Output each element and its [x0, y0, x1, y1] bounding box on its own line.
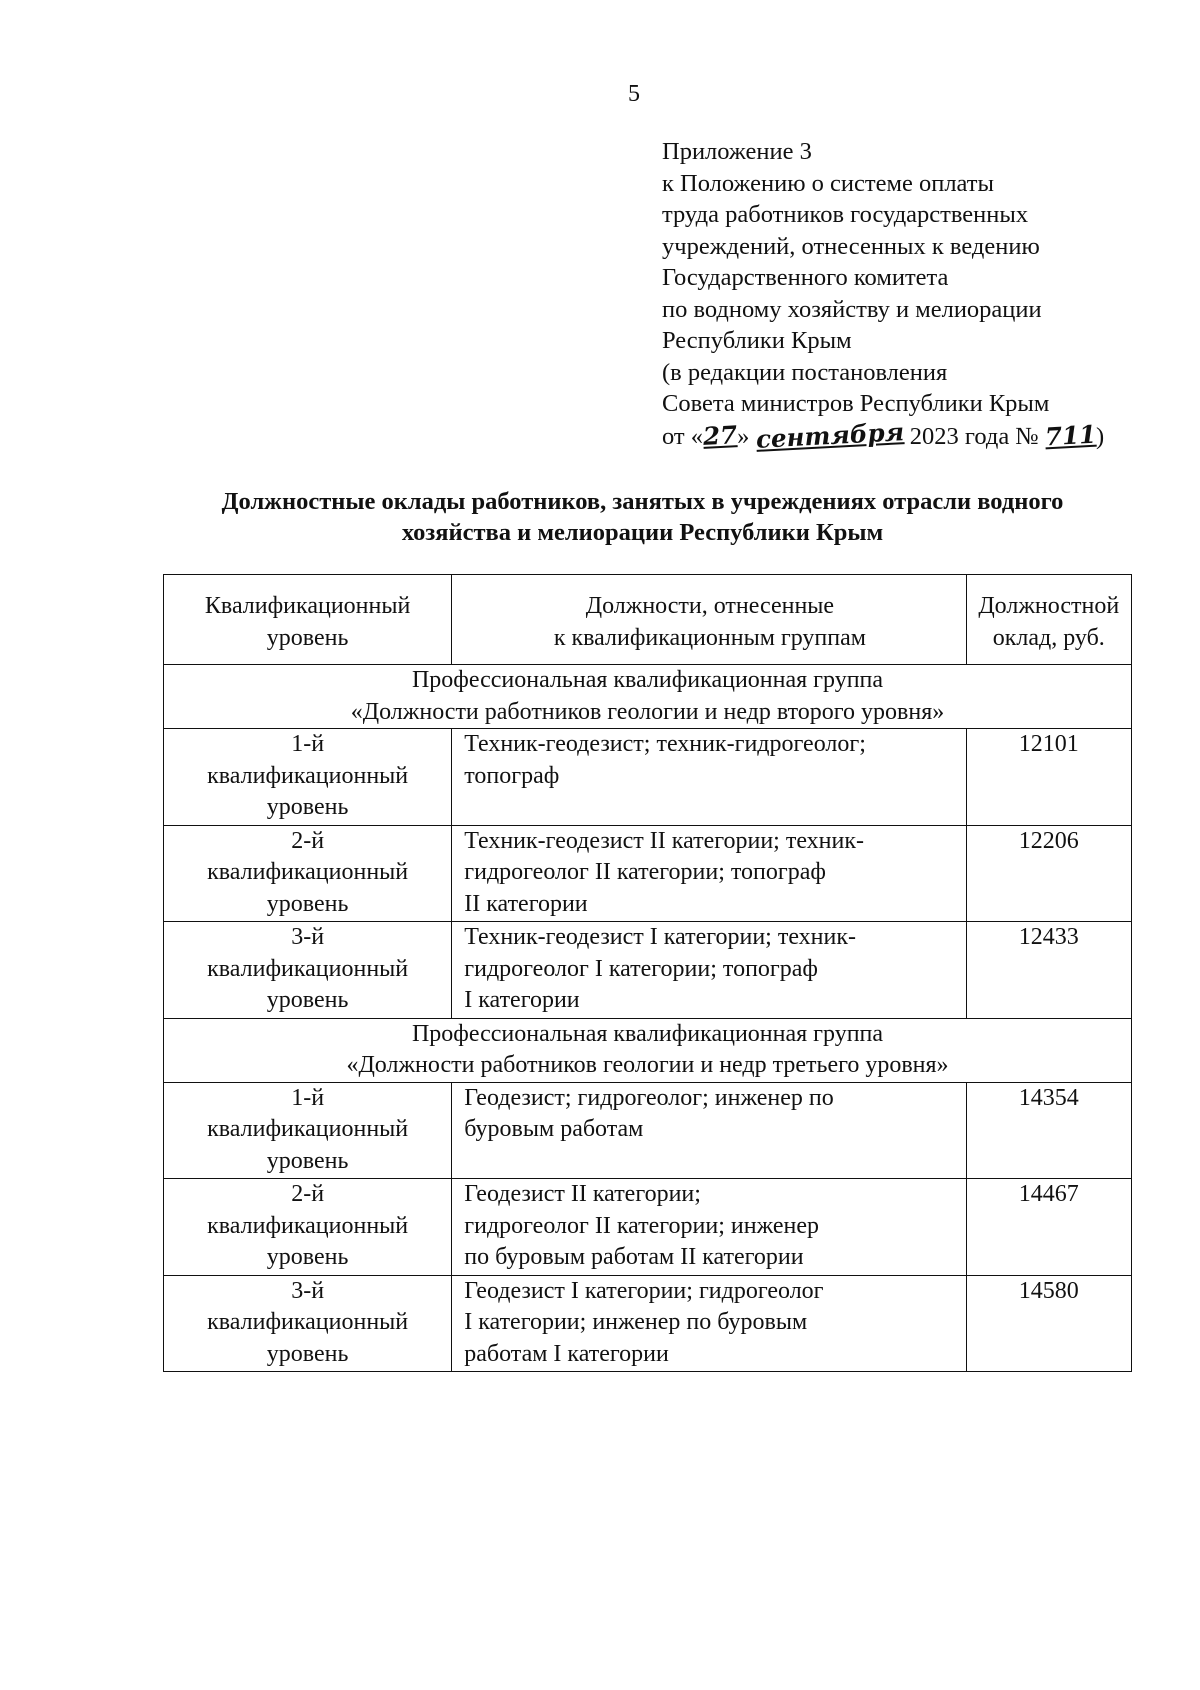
appendix-line: Совета министров Республики Крым [662, 390, 1050, 417]
positions-text: Геодезист II категории; [464, 1181, 701, 1207]
group-title-line: Профессиональная квалификационная группа [411, 1020, 884, 1047]
level-text: 3-й [291, 1277, 325, 1304]
level-cell [164, 1082, 452, 1179]
positions-cell [452, 1179, 966, 1276]
positions-text: Геодезист I категории; гидрогеолог [464, 1277, 824, 1304]
positions-cell [452, 729, 966, 826]
level-text: 3-й [291, 924, 325, 950]
header-level [164, 575, 452, 665]
group-row [164, 1018, 1132, 1082]
positions-text: Техник-геодезист II категории; техник- [464, 827, 864, 854]
positions-text: Геодезист; гидрогеолог; инженер по [464, 1084, 834, 1111]
table-row [164, 1082, 1132, 1179]
page-number: 5 [628, 81, 640, 107]
header-positions [452, 575, 966, 665]
positions-text: гидрогеолог I категории; топограф [464, 955, 818, 982]
appendix-line: к Положению о системе оплаты [662, 169, 994, 197]
level-text: уровень [266, 794, 349, 820]
appendix-line: Приложение 3 [662, 138, 812, 165]
level-text: квалификационный [207, 1212, 409, 1239]
group-row [164, 665, 1132, 729]
date-suffix: ) [1095, 422, 1105, 450]
salary-cell: 14354 [966, 1082, 1131, 1179]
positions-text: Техник-геодезист I категории; техник- [464, 924, 857, 950]
level-text: уровень [266, 1147, 349, 1174]
header-text: уровень [266, 624, 349, 651]
salary-cell: 12206 [966, 825, 1131, 922]
header-text: Должностной [978, 593, 1120, 619]
positions-text: гидрогеолог II категории; инженер [464, 1212, 819, 1239]
level-text: квалификационный [207, 859, 409, 885]
level-text: уровень [266, 890, 349, 917]
level-text: 1-й [291, 731, 325, 757]
level-text: уровень [266, 987, 349, 1013]
level-text: квалификационный [207, 762, 409, 789]
date-mid: » [737, 422, 756, 450]
level-text: квалификационный [207, 955, 409, 982]
level-text: 1-й [291, 1084, 325, 1111]
positions-text: гидрогеолог II категории; топограф [464, 859, 826, 885]
header-text: Должности, отнесенные [585, 593, 835, 619]
positions-cell [452, 825, 966, 922]
salary-table [163, 574, 1132, 1372]
positions-text: Техник-геодезист; техник-гидрогеолог; [464, 731, 866, 757]
header-salary [966, 575, 1131, 665]
positions-cell [452, 922, 966, 1019]
positions-text: I категории; инженер по буровым [464, 1309, 808, 1335]
group-title [164, 1018, 1132, 1082]
table-row [164, 729, 1132, 826]
appendix-line: учреждений, отнесенных к ведению [662, 232, 1040, 260]
appendix-line: Республики Крым [662, 327, 852, 354]
level-text: уровень [266, 1340, 349, 1367]
table-row [164, 1275, 1132, 1372]
positions-text: II категории [464, 890, 588, 917]
heading-line: Должностные оклады работников, занятых в учреждениях отрасли водного [221, 488, 1064, 515]
table-row [164, 1179, 1132, 1276]
date-year: 2023 года № [903, 422, 1045, 450]
appendix-block [662, 136, 1104, 452]
level-text: квалификационный [207, 1309, 409, 1335]
heading-line: хозяйства и мелиорации Республики Крым [401, 519, 884, 546]
salary-cell: 14467 [966, 1179, 1131, 1276]
table-header-row [164, 575, 1132, 665]
appendix-line: (в редакции постановления [662, 358, 948, 386]
group-title-line: «Должности работников геологии и недр третьего уровня» [346, 1052, 949, 1078]
salary-cell: 14580 [966, 1275, 1131, 1372]
salary-cell: 12433 [966, 922, 1131, 1019]
date-prefix: от « [662, 422, 704, 450]
positions-cell [452, 1082, 966, 1179]
group-title-line: Профессиональная квалификационная группа [411, 667, 884, 693]
positions-cell [452, 1275, 966, 1372]
level-cell [164, 825, 452, 922]
table-row [164, 825, 1132, 922]
positions-text: топограф [464, 762, 560, 789]
appendix-date-line [662, 416, 1105, 454]
level-cell [164, 1179, 452, 1276]
handwritten-number: 711 [1044, 419, 1097, 451]
group-title [164, 665, 1132, 729]
level-text: 2-й [291, 827, 325, 854]
appendix-line: труда работников государственных [662, 201, 1029, 228]
document-heading [150, 486, 1135, 548]
appendix-line: по водному хозяйству и мелиорации [662, 295, 1042, 323]
positions-text: I категории [464, 987, 580, 1013]
level-cell [164, 729, 452, 826]
handwritten-month: сентября [754, 416, 905, 454]
header-text: оклад, руб. [992, 624, 1105, 651]
salary-cell: 12101 [966, 729, 1131, 826]
header-text: к квалификационным группам [553, 624, 866, 651]
level-cell [164, 1275, 452, 1372]
level-cell [164, 922, 452, 1019]
positions-text: работам I категории [464, 1340, 669, 1367]
positions-text: по буровым работам II категории [464, 1244, 804, 1270]
level-text: 2-й [291, 1181, 325, 1207]
table-row [164, 922, 1132, 1019]
header-text: Квалификационный [204, 593, 411, 619]
level-text: уровень [266, 1244, 349, 1270]
group-title-line: «Должности работников геологии и недр второго уровня» [350, 698, 945, 725]
handwritten-day: 27 [702, 419, 738, 451]
appendix-line: Государственного комитета [662, 264, 949, 291]
level-text: квалификационный [207, 1116, 409, 1142]
positions-text: буровым работам [464, 1116, 644, 1142]
